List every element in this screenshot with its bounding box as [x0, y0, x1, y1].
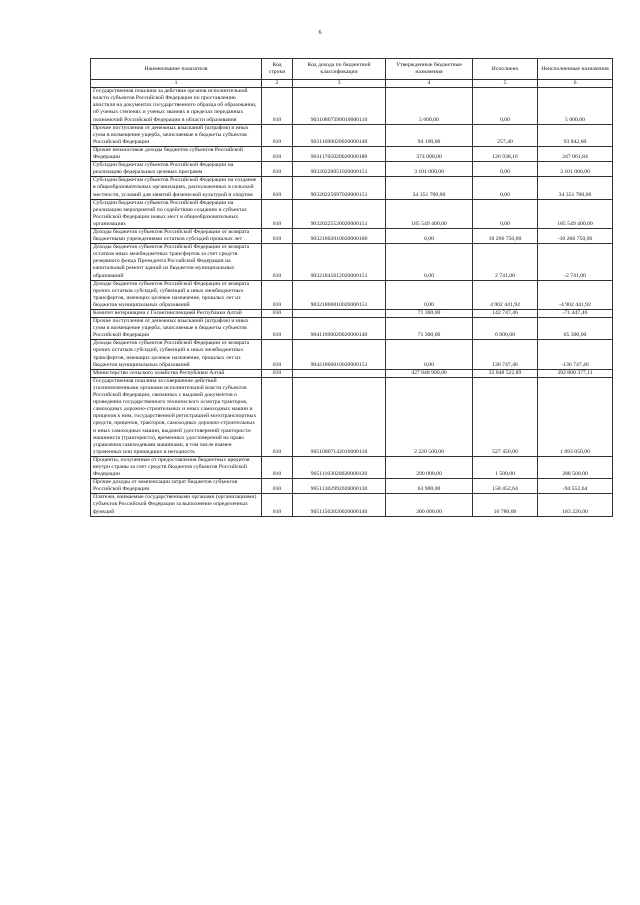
- row-remaining-cell: 392 800 377,11: [538, 369, 613, 377]
- row-executed-cell: 0,00: [473, 162, 538, 177]
- row-executed-cell: 10 266 750,00: [473, 228, 538, 243]
- table-row: [91, 494, 613, 516]
- row-code-cell: 010: [262, 318, 293, 340]
- row-approved-cell: 2 220 500,00: [386, 377, 473, 456]
- row-approved-cell: 71 300,00: [386, 310, 473, 318]
- row-approved-cell: 34 351 700,00: [386, 177, 473, 199]
- column-number: 4: [386, 80, 473, 88]
- row-approved-cell: 0,00: [386, 244, 473, 280]
- row-approved-cell: 5 000,00: [386, 88, 473, 124]
- row-approved-cell: 427 848 900,00: [386, 369, 473, 377]
- row-remaining-cell: 183 220,00: [538, 494, 613, 516]
- row-name-cell: Проценты, полученные от предоставления бюджетных кредитов внутри страны за счет средств бюджетов субъектов Российской Федерации: [91, 456, 262, 478]
- row-executed-cell: 35 048 522,89: [473, 369, 538, 377]
- table-row: [91, 340, 613, 369]
- row-executed-cell: 4 902 441,92: [473, 280, 538, 309]
- row-code-cell: 010: [262, 280, 293, 309]
- row-executed-cell: 126 938,16: [473, 146, 538, 161]
- row-code-cell: 010: [262, 310, 293, 318]
- row-executed-cell: 142 747,46: [473, 310, 538, 318]
- row-approved-cell: 3 101 000,00: [386, 162, 473, 177]
- row-code-cell: 010: [262, 124, 293, 146]
- column-number: 2: [262, 80, 293, 88]
- row-classification-cell: [293, 369, 386, 377]
- income-report-table: [90, 58, 613, 517]
- row-executed-cell: 6 000,00: [473, 318, 538, 340]
- table-row: [91, 199, 613, 228]
- row-remaining-cell: -10 266 750,00: [538, 228, 613, 243]
- row-executed-cell: 527 450,00: [473, 377, 538, 456]
- row-remaining-cell: 34 351 700,00: [538, 177, 613, 199]
- row-approved-cell: 0,00: [386, 340, 473, 369]
- row-executed-cell: 257,40: [473, 124, 538, 146]
- header-classification: Код дохода по бюджетной классификации: [293, 59, 386, 80]
- row-code-cell: 010: [262, 146, 293, 161]
- table-row: [91, 369, 613, 377]
- row-code-cell: 010: [262, 88, 293, 124]
- row-code-cell: 010: [262, 244, 293, 280]
- column-number: 3: [293, 80, 386, 88]
- row-name-cell: Доходы бюджетов субъектов Российской Федерации от возврата прочих остатков субсидий, субвенций и иных межбюджетных трансфертов, имеющих целевое назначение, прошлых лет из бюджетов муниципальных образований: [91, 340, 262, 369]
- row-approved-cell: 290 000,00: [386, 456, 473, 478]
- row-classification-cell: 90511502020020000140: [293, 494, 386, 516]
- row-remaining-cell: 247 061,84: [538, 146, 613, 161]
- row-executed-cell: 0,00: [473, 177, 538, 199]
- row-classification-cell: 90411690020020000140: [293, 318, 386, 340]
- row-code-cell: 010: [262, 228, 293, 243]
- row-name-cell: Министерство сельского хозяйства Республики Алтай: [91, 369, 262, 377]
- table-row: [91, 162, 613, 177]
- row-classification-cell: 90321860010020000151: [293, 280, 386, 309]
- table-row: [91, 88, 613, 124]
- header-code: Код строки: [262, 59, 293, 80]
- row-classification-cell: 90321802010020000180: [293, 228, 386, 243]
- table-row: [91, 177, 613, 199]
- header-approved: Утвержденные бюджетные назначения: [386, 59, 473, 80]
- column-number: 5: [473, 80, 538, 88]
- row-classification-cell: 90320220051020000151: [293, 162, 386, 177]
- row-executed-cell: 1 500,00: [473, 456, 538, 478]
- row-classification-cell: 90510807142010000110: [293, 377, 386, 456]
- row-code-cell: 010: [262, 369, 293, 377]
- row-remaining-cell: -4 902 441,92: [538, 280, 613, 309]
- row-classification-cell: [293, 310, 386, 318]
- row-classification-cell: 90320225097020000151: [293, 177, 386, 199]
- row-executed-cell: 16 780,00: [473, 494, 538, 516]
- column-number: 1: [91, 80, 262, 88]
- row-remaining-cell: 1 693 050,00: [538, 377, 613, 456]
- table-row: [91, 456, 613, 478]
- row-name-cell: Субсидии бюджетам субъектов Российской Федерации на создание в общеобразовательных организациях, расположенных в сельской местности, условий для занятий физической культурой и спортом: [91, 177, 262, 199]
- table-header-row: [91, 59, 613, 80]
- row-executed-cell: 0,00: [473, 199, 538, 228]
- table-row: [91, 228, 613, 243]
- row-code-cell: 010: [262, 456, 293, 478]
- row-code-cell: 010: [262, 199, 293, 228]
- column-number-row: [91, 80, 613, 88]
- row-approved-cell: 185 549 400,00: [386, 199, 473, 228]
- row-approved-cell: 200 000,00: [386, 494, 473, 516]
- table-row: [91, 310, 613, 318]
- row-classification-cell: 90511103020020000120: [293, 456, 386, 478]
- row-code-cell: 010: [262, 340, 293, 369]
- row-approved-cell: 0,00: [386, 228, 473, 243]
- row-code-cell: 010: [262, 177, 293, 199]
- row-classification-cell: 90321845612020000151: [293, 244, 386, 280]
- row-name-cell: Прочие неналоговые доходы бюджетов субъектов Российской Федерации: [91, 146, 262, 161]
- row-approved-cell: 71 300,00: [386, 318, 473, 340]
- row-remaining-cell: -136 747,46: [538, 340, 613, 369]
- row-remaining-cell: 185 549 400,00: [538, 199, 613, 228]
- row-approved-cell: 63 900,00: [386, 479, 473, 494]
- row-remaining-cell: 93 842,60: [538, 124, 613, 146]
- row-remaining-cell: -94 552,64: [538, 479, 613, 494]
- row-classification-cell: 90320225520020000151: [293, 199, 386, 228]
- table-body: [91, 88, 613, 516]
- header-executed: Исполнено: [473, 59, 538, 80]
- row-executed-cell: 158 452,64: [473, 479, 538, 494]
- table-row: [91, 318, 613, 340]
- row-name-cell: Субсидии бюджетам субъектов Российской Федерации на реализацию федеральных целевых программ: [91, 162, 262, 177]
- row-remaining-cell: 288 500,00: [538, 456, 613, 478]
- row-classification-cell: 90311705020020000180: [293, 146, 386, 161]
- row-remaining-cell: 65 300,00: [538, 318, 613, 340]
- row-remaining-cell: 5 000,00: [538, 88, 613, 124]
- row-approved-cell: 0,00: [386, 280, 473, 309]
- row-name-cell: Государственная пошлина за действия органов исполнительной власти субъектов Российской Федерации по проставлению апостиля на документах государственного образца об образовании, об ученых степенях и ученых званиях в пределах переданных полномочий Российской Федерации в области образования: [91, 88, 262, 124]
- row-code-cell: 010: [262, 377, 293, 456]
- row-code-cell: 010: [262, 479, 293, 494]
- row-remaining-cell: -2 741,00: [538, 244, 613, 280]
- row-name-cell: Доходы бюджетов субъектов Российской Федерации от возврата прочих остатков субсидий, субвенций и иных межбюджетных трансфертов, имеющих целевое назначение, прошлых лет из бюджетов муниципальных образований: [91, 280, 262, 309]
- table-row: [91, 244, 613, 280]
- row-name-cell: Комитет ветеринарии с Госветинспекцией Республики Алтай: [91, 310, 262, 318]
- table-row: [91, 146, 613, 161]
- row-classification-cell: 90310807390010000110: [293, 88, 386, 124]
- row-executed-cell: 136 747,46: [473, 340, 538, 369]
- row-name-cell: Государственная пошлина за совершение действий уполномоченными органами исполнительной власти субъектов Российской Федерации, связанных с выдачей документов о проведении государственного технического осмотра тракторов, самоходных дорожно-строительных и иных самоходных машин и прицепов к ним, государственной регистрацией мототранспортных средств, прицепов, тракторов, самоходных дорожно-строительных и иных самоходных машин, выдачей удостоверений тракториста-машиниста (тракториста), временных удостоверений на право управления самоходными машинами, в том числе взамен утраченных или пришедших в негодность: [91, 377, 262, 456]
- header-name: Наименование показателя: [91, 59, 262, 80]
- row-remaining-cell: -71 447,46: [538, 310, 613, 318]
- row-executed-cell: 2 741,00: [473, 244, 538, 280]
- table-row: [91, 124, 613, 146]
- row-name-cell: Прочие поступления от денежных взысканий (штрафов) и иных сумм в возмещение ущерба, зачисляемые в бюджеты субъектов Российской Федерации: [91, 318, 262, 340]
- row-approved-cell: 94 100,00: [386, 124, 473, 146]
- row-code-cell: 010: [262, 162, 293, 177]
- row-name-cell: Прочие поступления от денежных взысканий (штрафов) и иных сумм в возмещение ущерба, зачисляемые в бюджеты субъектов Российской Федерации: [91, 124, 262, 146]
- row-classification-cell: 90511302992020000130: [293, 479, 386, 494]
- row-name-cell: Доходы бюджетов субъектов Российской Федерации от возврата остатков иных межбюджетных трансфертов за счет средств резервного фонда Президента Российской Федерации на капитальный ремонт зданий из бюджетов муниципальных образований: [91, 244, 262, 280]
- header-remaining: Неисполненные назначения: [538, 59, 613, 80]
- table-row: [91, 479, 613, 494]
- row-name-cell: Субсидии бюджетам субъектов Российской Федерации на реализацию мероприятий по содействию созданию в субъектах Российской Федерации новых мест в общеобразовательных организациях: [91, 199, 262, 228]
- row-name-cell: Доходы бюджетов субъектов Российской Федерации от возврата бюджетными учреждениями остатков субсидий прошлых лет: [91, 228, 262, 243]
- table-row: [91, 280, 613, 309]
- column-number: 6: [538, 80, 613, 88]
- table-row: [91, 377, 613, 456]
- row-classification-cell: 90421860010020000151: [293, 340, 386, 369]
- row-code-cell: 010: [262, 494, 293, 516]
- row-remaining-cell: 3 101 000,00: [538, 162, 613, 177]
- row-approved-cell: 374 000,00: [386, 146, 473, 161]
- row-name-cell: Прочие доходы от компенсации затрат бюджетов субъектов Российской Федерации: [91, 479, 262, 494]
- row-executed-cell: 0,00: [473, 88, 538, 124]
- row-classification-cell: 90311690020020000140: [293, 124, 386, 146]
- page-number: 6: [318, 30, 322, 36]
- row-name-cell: Платежи, взимаемые государственными органами (организациями) субъектов Российской Федерации за выполнение определенных функций: [91, 494, 262, 516]
